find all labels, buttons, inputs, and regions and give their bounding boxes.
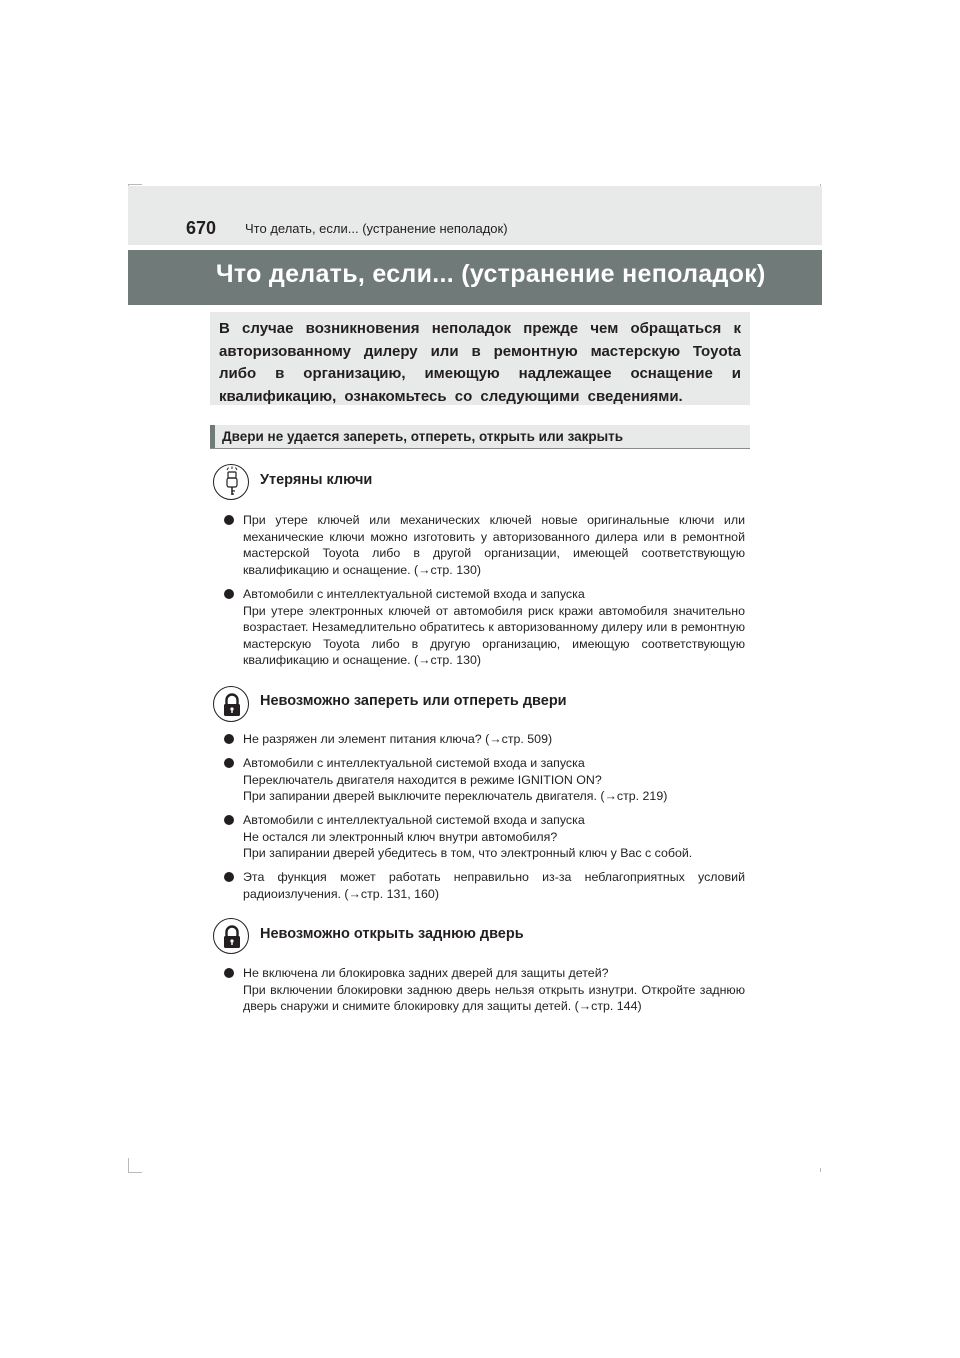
topic-heading: Утеряны ключи xyxy=(260,472,373,488)
list-item-text: Автомобили с интеллектуальной системой входа и запуска xyxy=(243,813,585,827)
section-heading xyxy=(210,425,750,449)
list-item-text: Эта функция может работать неправильно из-за неблагоприятных условий радиоизлучения. (→стр. 131, 160) xyxy=(243,870,745,901)
bullet-icon xyxy=(224,815,234,825)
crop-mark xyxy=(128,1158,129,1172)
list-item xyxy=(224,869,745,902)
bullet-icon xyxy=(224,734,234,744)
bullet-icon xyxy=(224,758,234,768)
list-item xyxy=(224,512,745,578)
list-item-text: Переключатель двигателя находится в режиме IGNITION ON? xyxy=(243,772,602,787)
list-item-text: При утере электронных ключей от автомобиля риск кражи автомобиля значительно возрастает. Незамедлительно обратитесь к авторизованному дилеру или в ремонтную мастерскую Toyota либо в другую организацию, имеющую соответствующую квалификацию и оснащение. (→стр. 130) xyxy=(243,603,745,667)
crop-mark xyxy=(128,184,142,185)
bullet-icon xyxy=(224,515,234,525)
list-item xyxy=(224,731,745,748)
list-item-text: Автомобили с интеллектуальной системой входа и запуска xyxy=(243,587,585,601)
page-number: 670 xyxy=(186,218,217,238)
topic-heading: Невозможно запереть или отпереть двери xyxy=(260,693,567,709)
crop-mark xyxy=(128,1172,142,1173)
crop-mark xyxy=(820,1168,821,1172)
intro-box xyxy=(210,312,750,405)
list-item-text: При утере ключей или механических ключей новые оригинальные ключи или механические ключи можно изготовить у авторизованного дилера или в ремонтной мастерской Toyota либо в другой организации, имеющей соответствующую квалификацию и оснащение. (→стр. 130) xyxy=(243,513,745,577)
list-item-text: Не включена ли блокировка задних дверей для защиты детей? xyxy=(243,966,609,980)
page-header-band xyxy=(128,186,822,245)
topic-heading: Невозможно открыть заднюю дверь xyxy=(260,926,524,942)
list-item-text: При запирании дверей убедитесь в том, что электронный ключ у Вас с собой. xyxy=(243,846,693,860)
bullet-icon xyxy=(224,968,234,978)
lock-icon xyxy=(213,918,249,954)
key-icon xyxy=(213,464,249,500)
list-item-text: Не разряжен ли элемент питания ключа? (→стр. 509) xyxy=(243,732,553,746)
list-item-text: Автомобили с интеллектуальной системой входа и запуска xyxy=(243,756,585,770)
list-item xyxy=(224,965,745,1015)
bullet-icon xyxy=(224,872,234,882)
list-item xyxy=(224,586,745,669)
list-item-text: При включении блокировки заднюю дверь нельзя открыть изнутри. Откройте заднюю дверь снаружи и снимите блокировку для защиты детей. (→стр. 144) xyxy=(243,982,745,1013)
running-title: Что делать, если... (устранение неполадок) xyxy=(245,221,508,236)
page-title: Что делать, если... (устранение неполадок) xyxy=(216,260,766,288)
bullet-icon xyxy=(224,589,234,599)
section-heading-text: Двери не удается запереть, отпереть, открыть или закрыть xyxy=(222,429,624,444)
list-item-text: Не остался ли электронный ключ внутри автомобиля? xyxy=(243,829,558,844)
intro-text: В случае возникновения неполадок прежде чем обращаться к авторизованному дилеру или в ремонтную мастерскую Toyota либо в организацию, имеющую надлежащее оснащение и квалификацию, ознакомьтесь со следующими сведениями. xyxy=(219,320,741,405)
list-item-text: При запирании дверей выключите переключатель двигателя. (→стр. 219) xyxy=(243,789,668,803)
lock-icon xyxy=(213,686,249,722)
list-item xyxy=(224,755,745,805)
list-item xyxy=(224,812,745,862)
